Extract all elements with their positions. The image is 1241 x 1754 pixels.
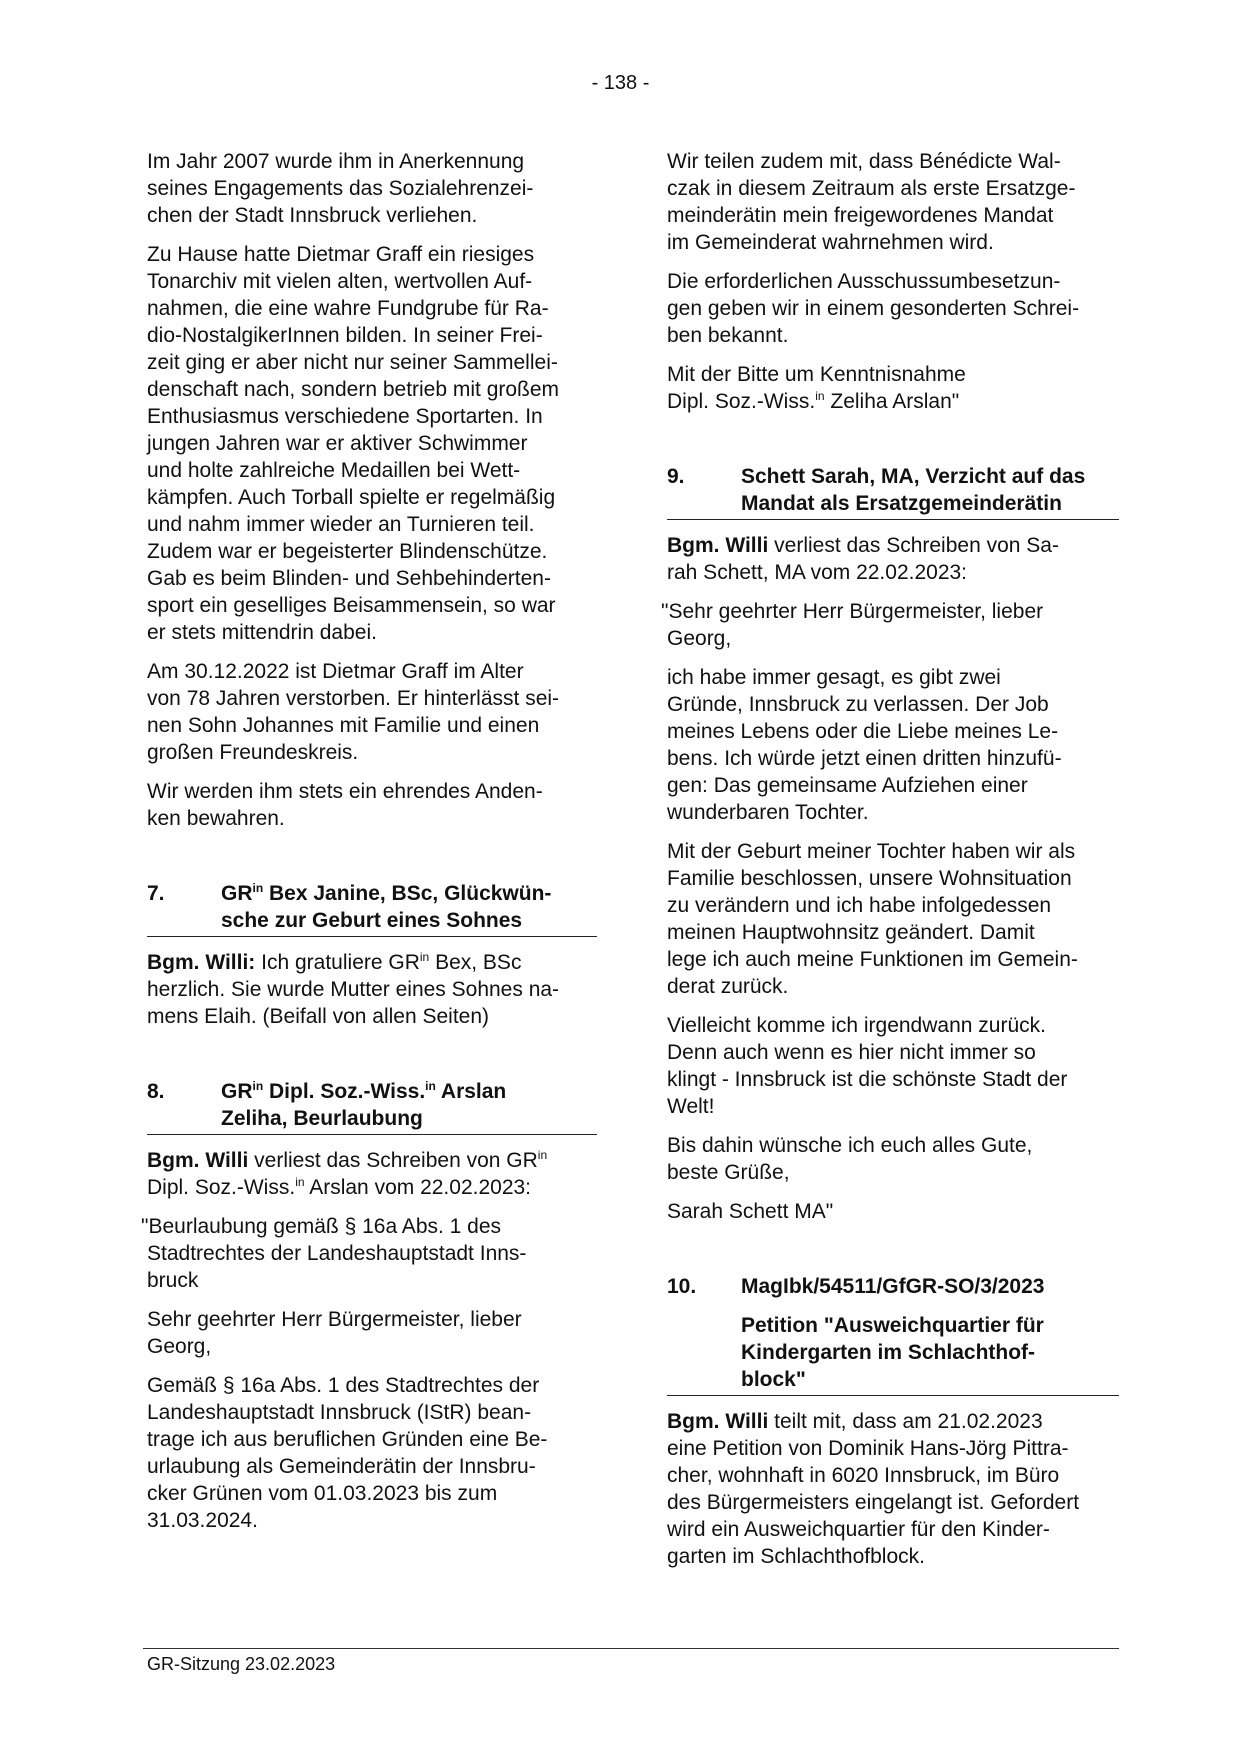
signature-paragraph: Mit der Bitte um Kenntnisnahme Dipl. Soz.-Wiss.$^{in}$ Zeliha Arslan" [667, 363, 966, 413]
paragraph: Im Jahr 2007 wurde ihm in Anerkennung seines Engagements das Sozialehrenzei- chen der Stadt Innsbruck verliehen. [147, 150, 534, 227]
paragraph: Wir werden ihm stets ein ehrendes Anden- ken bewahren. [147, 780, 543, 830]
paragraph: Bgm. Willi teilt mit, dass am 21.02.2023 eine Petition von Dominik Hans-Jörg Pittra- cher, wohnhaft in 6020 Innsbruck, im Büro des Bürgermeisters eingelangt ist. Gefordert wird ein Ausweichquartier für den Kinder- garten im Schlachthofblock. [667, 1410, 1080, 1568]
signature-paragraph: Sarah Schett MA" [667, 1200, 834, 1223]
paragraph: Am 30.12.2022 ist Dietmar Graff im Alter von 78 Jahren verstorben. Er hinterlässt sei- nen Sohn Johannes mit Familie und einen großen Freundeskreis. [147, 660, 560, 764]
page-number: - 138 - [591, 72, 650, 94]
paragraph: Bgm. Willi verliest das Schreiben von $GR^{in}$ Dipl. Soz.-Wiss.$^{in}$ Arslan vom 22.02.2023: [147, 1148, 548, 1199]
paragraph: Sehr geehrter Herr Bürgermeister, lieber Georg, [147, 1308, 522, 1358]
paragraph: Vielleicht komme ich irgendwann zurück. Denn auch wenn es hier nicht immer so klingt - Innsbruck ist die schönste Stadt der Welt! [667, 1014, 1068, 1118]
section-heading-7: 7. $GR^{in}$ Bex Janine, BSc, Glückwün- sche zur Geburt eines Sohnes [147, 880, 597, 937]
paragraph: Zu Hause hatte Dietmar Graff ein riesiges Tonarchiv mit vielen alten, wertvollen Auf- nahmen, die eine wahre Fundgrube für Ra- dio-NostalgikerInnen bilden. In seiner Frei- zeit ging er aber nicht nur seiner Sammellei- denschaft nach, sondern betrieb mit großem Enthusiasmus verschiedene Sportarten. In jungen Jahren war er aktiver Schwimmer und holte zahlreiche Medaillen bei Wett- kämpfen. Auch Torball spielte er regelmäßig und nahm immer wieder an Turnieren teil. Zudem war er begeisterter Blindenschütze. Gab es beim Blinden- und Sehbehinderten- sport ein geselliges Beisammensein, so war er stets mittendrin dabei. [147, 243, 560, 644]
right-column [661, 148, 1119, 1582]
quote-paragraph: "Beurlaubung gemäß § 16a Abs. 1 des Stadtrechtes der Landeshauptstadt Inns- bruck [141, 1215, 527, 1292]
paragraph: Bis dahin wünsche ich euch alles Gute, beste Grüße, [667, 1134, 1033, 1184]
quote-paragraph: "Sehr geehrter Herr Bürgermeister, lieber Georg, [661, 600, 1044, 650]
footer-divider [143, 1648, 1119, 1649]
section-heading-10: 10. MagIbk/54511/GfGR-SO/3/2023 [667, 1275, 1045, 1298]
paragraph: Mit der Geburt meiner Tochter haben wir als Familie beschlossen, unsere Wohnsituation zu verändern und ich habe infolgedessen meinen Hauptwohnsitz geändert. Damit lege ich auch meine Funktionen im Gemein- derat zurück. [667, 840, 1078, 998]
section-subheading-10: Petition "Ausweichquartier für Kindergarten im Schlachthof- block" [667, 1312, 1119, 1396]
paragraph: ich habe immer gesagt, es gibt zwei Gründe, Innsbruck zu verlassen. Der Job meines Lebens oder die Liebe meines Le- bens. Ich würde jetzt einen dritten hinzufü- gen: Das gemeinsame Aufziehen einer wunderbaren Tochter. [667, 666, 1062, 824]
paragraph: Gemäß § 16a Abs. 1 des Stadtrechtes der Landeshauptstadt Innsbruck (IStR) bean- trage ich aus beruflichen Gründen eine Be- urlaubung als Gemeinderätin der Innsbru- cker Grünen vom 01.03.2023 bis zum 31.03.2024. [147, 1374, 548, 1532]
paragraph: Wir teilen zudem mit, dass Bénédicte Wal- czak in diesem Zeitraum als erste Ersatzge- meinderätin mein freigewordenes Mandat im Gemeinderat wahrnehmen wird. [667, 150, 1076, 254]
footer-text: GR-Sitzung 23.02.2023 [147, 1654, 336, 1674]
paragraph: Bgm. Willi verliest das Schreiben von Sa- rah Schett, MA vom 22.02.2023: [667, 534, 1059, 584]
left-column [141, 148, 597, 1546]
section-heading-9: 9. Schett Sarah, MA, Verzicht auf das Mandat als Ersatzgemeinderätin [667, 463, 1119, 520]
paragraph: Die erforderlichen Ausschussumbesetzun- gen geben wir in einem gesonderten Schrei- ben bekannt. [667, 270, 1080, 347]
paragraph: Bgm. Willi: Ich gratuliere $GR^{in}$ Bex, BSc herzlich. Sie wurde Mutter eines Sohnes na- mens Elaih. (Beifall von allen Seiten) [147, 950, 560, 1028]
section-heading-8: 8. $GR^{in}$ Dipl. Soz.-Wiss.$^{in}$ Arslan Zeliha, Beurlaubung [147, 1078, 597, 1135]
